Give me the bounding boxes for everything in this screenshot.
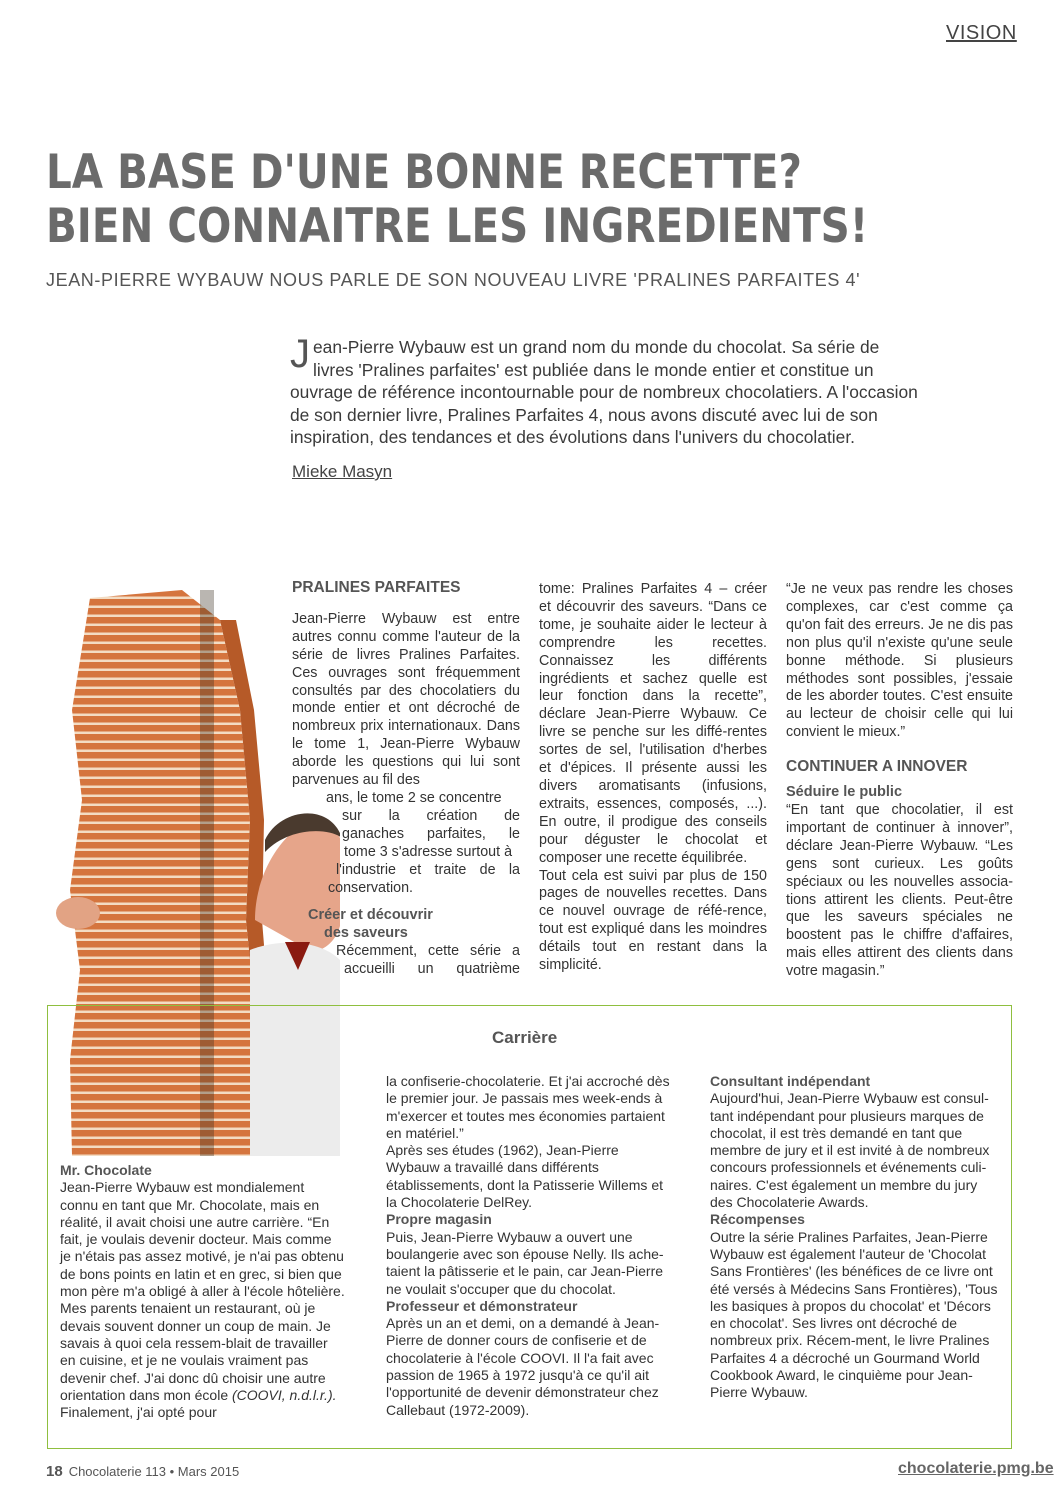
career-column-2 [386,1073,671,1419]
subheading-seduire: Séduire le public [786,784,903,801]
col3-paragraph: “En tant que chocolatier, il est important de continuer à innover”, déclare Jean-Pierre Wybauw. “Les gens sont curieux. Les goûts spéciaux ou les nouvelles associa-tions attirent les clients. Peut-être que les saveurs spéciales ne boostent pas le chiffre d'affaires, mais elles attirent des clients dans votre magasin.” [786,801,1013,980]
career-text: Aujourd'hui, Jean-Pierre Wybauw est consul-tant indépendant pour plusieurs marques de chocolat, il est très demandé en tant que membre de jury et il est invité à de nombreux concours professionnels et événements culi-naires. C'est également un membre du jury des Chocolaterie Awards. [710,1090,990,1211]
career-text: la confiserie-chocolaterie. Et j'ai accroché dès le premier jour. Je passais mes week-ends à m'exercer et toutes mes économies partaient en matériel.” [386,1073,670,1141]
col1-line: Récemment, cette série a [336,943,520,960]
career-text: Puis, Jean-Pierre Wybauw a ouvert une boulangerie avec son épouse Nelly. Ils ache-taient la pâtisserie et le pain, car Jean-Pierre ne voulait s'occuper que du chocolat. [386,1228,664,1297]
subheading-professeur: Professeur et démonstrateur [386,1297,578,1314]
column-2 [539,581,767,975]
career-text: Après ses études (1962), Jean-Pierre Wybauw a travaillé dans différents établissements, dont la Patisserie Willems et la Chocolaterie DelRey. [386,1142,663,1211]
subheading-saveurs: des saveurs [324,925,408,942]
section-tag[interactable]: VISION [946,22,1017,44]
subheading-consultant: Consultant indépendant [710,1073,871,1089]
column-1 [292,579,520,979]
subheading-mr-chocolate: Mr. Chocolate [60,1162,152,1178]
headline [46,146,868,254]
col1-line: l'industrie et traite de la [336,861,520,878]
career-column-1 [60,1162,346,1421]
col1-line: ans, le tome 2 se concentre [326,789,502,806]
col1-line: conservation. [328,879,414,896]
headline-line-1: LA BASE D'UNE BONNE RECETTE? [46,145,802,200]
col1-line: ganaches parfaites, le [342,825,520,842]
career-text: Après un an et demi, on a demandé à Jean-Pierre de donner cours de confiserie et de chocolaterie à l'école COOVI. Il l'a fait avec passion de 1965 à 1972 jusqu'à ce qu'il ait l'opportunité de devenir démonstrateur chez Callebaut (1972-2009). [386,1315,660,1418]
career-text-italic: (COOVI, n.d.l.r.). [232,1386,337,1403]
col1-paragraph: Jean-Pierre Wybauw est entre autres connu comme l'auteur de la série de livres Pralines Parfaites. Ces ouvrages sont fréquemment consultés par des chocolatiers du monde entier et ont décroché de nombreux prix internationaux. Dans le tome 1, Jean-Pierre Wybauw aborde les questions qui lui sont parvenues au fil des [292,610,520,789]
career-text-end: Finalement, j'ai opté pour [60,1404,217,1421]
career-box-title: Carrière [492,1028,558,1047]
intro-text: ean-Pierre Wybauw est un grand nom du monde du chocolat. Sa série de livres 'Pralines parfaites' est publiée dans le monde entier et constitue un ouvrage de référence incontournable pour de nombreux chocolatiers. A l'occasion de son dernier livre, Pralines Parfaites 4, nous avons discuté avec lui de son inspiration, des tendances et des évolutions dans l'univers du chocolatier. [290,337,918,448]
career-text-main: Jean-Pierre Wybauw est mondialement connu en tant que Mr. Chocolate, mais en réalité, il avait choisi une autre carrière. “En fait, je voulais devenir docteur. Mais comme je n'étais pas assez motivé, je n'ai pas obtenu de bons points en latin et en grec, si bien que mon père m'a obligé à aller à l'école hôtelière. Mes parents tenaient un restaurant, où je devais souvent donner un coup de main. Je savais à quoi cela ressem-blait de travailler en cuisine, et je ne voulais vraiment pas devenir chef. J'ai donc dû choisir une autre orientation dans mon école [60,1179,345,1403]
col2-paragraph: tome: Pralines Parfaites 4 – créer et découvrir des saveurs. “Dans ce tome, je souhaite aider le lecteur à comprendre les recettes. Connaissez les différents ingrédients et sachez quelle est leur fonction dans la recette”, déclare Jean-Pierre Wybauw. Ce livre se penche sur les diffé-rentes sortes de sel, l'utilisation d'herbes et d'épices. Il présente aussi les divers aromatisants (infusions, extraits, essences, composés, ...). En outre, il prodigue des conseils pour déguster le chocolat et composer une recette équilibrée. [539,581,767,866]
col1-line: accueilli un quatrième [344,961,520,978]
col2-paragraph: Tout cela est suivi par plus de 150 pages de nouvelles recettes. Dans ce nouvel ouvrage de réfé-rence, tout est expliqué dans les moindres détails tout en restant dans la simplicité. [539,867,767,974]
issue-info: Chocolaterie 113 • Mars 2015 [68,1464,240,1479]
subheading-creer: Créer et découvrir [308,907,433,924]
career-column-3 [710,1073,1002,1402]
page-number: 18 [46,1463,63,1480]
intro-paragraph [290,332,918,449]
heading-continuer-a-innover: CONTINUER A INNOVER [786,758,968,776]
career-text: Outre la série Pralines Parfaites, Jean-Pierre Wybauw est également l'auteur de 'Chocolat Sans Frontières' (les bénéfices de ce livre ont été versés à Médecins Sans Frontières), 'Tous les basiques à propos du chocolat' et 'Décors en chocolat'. Ses livres ont décroché de nombreux prix. Récem-ment, le livre Pralines Parfaites 4 a décroché un Gourmand World Cookbook Award, le cinquième pour Jean-Pierre Wybauw. [710,1228,998,1401]
headline-line-2: BIEN CONNAITRE LES INGREDIENTS! [46,199,869,254]
col1-line: sur la création de [342,807,520,824]
drop-cap: J [290,332,310,376]
subheading-propre-magasin: Propre magasin [386,1211,492,1228]
footer-left [46,1463,239,1480]
subtitle: JEAN-PIERRE WYBAUW NOUS PARLE DE SON NOUVEAU LIVRE 'PRALINES PARFAITES 4' [46,270,861,290]
column-3 [786,581,1013,981]
col3-quote: “Je ne veux pas rendre les choses complexes, car c'est comme ça qu'on fait des erreurs. Je ne dis pas non plus qu'il n'existe qu'une seule bonne méthode. Si plusieurs méthodes sont possibles, j'essaie de les aborder toutes. C'est ensuite au lecteur de choisir celle qui lui convient le mieux.” [786,581,1013,741]
website-link[interactable]: chocolaterie.pmg.be [898,1460,1054,1477]
career-text [60,1179,346,1421]
heading-pralines-parfaites: PRALINES PARFAITES [292,579,461,596]
author-byline[interactable]: Mieke Masyn [292,462,393,481]
col1-line: tome 3 s'adresse surtout à [344,843,513,860]
subheading-recompenses: Récompenses [710,1211,805,1228]
